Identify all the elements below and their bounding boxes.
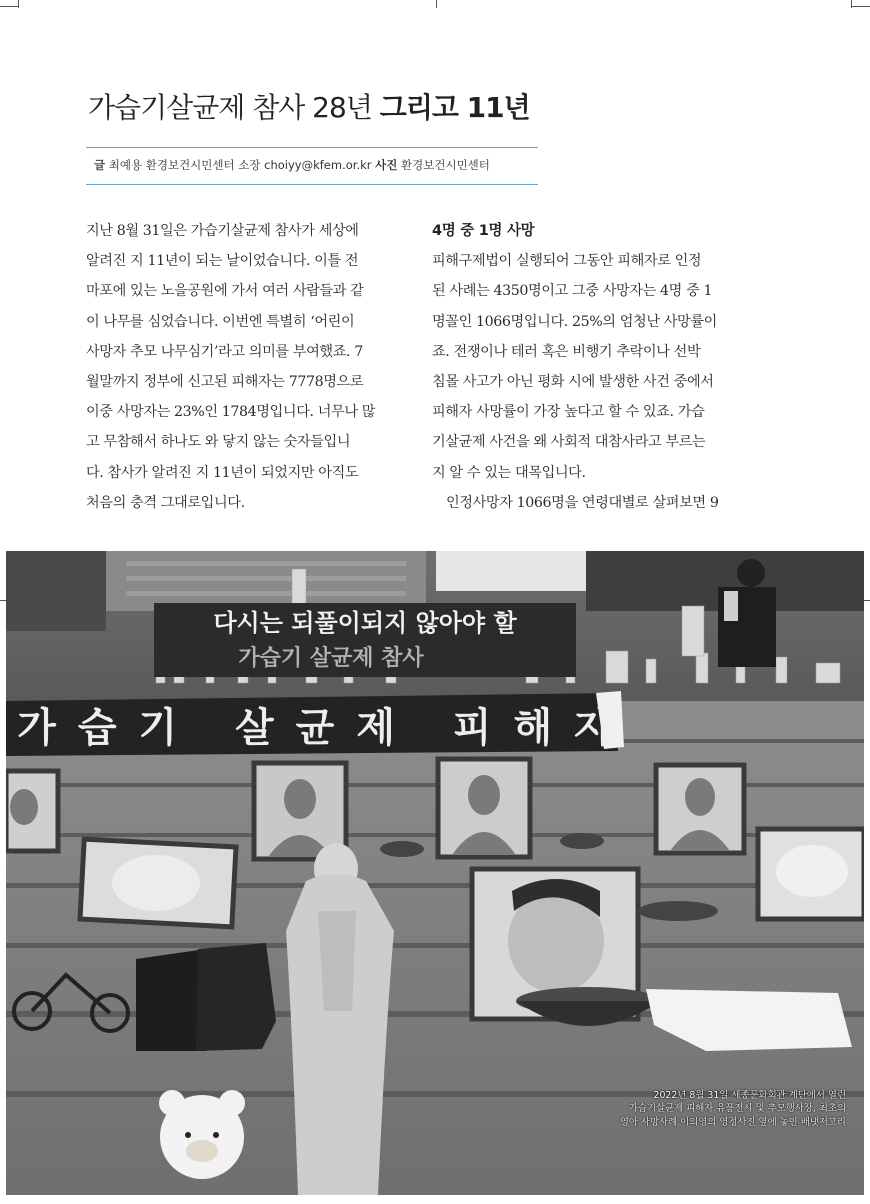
crop-mark-top-left-v <box>18 0 19 8</box>
body-line: 다. 참사가 알려진 지 11년이 되었지만 아직도 <box>86 464 359 481</box>
body-line: 지 알 수 있는 대목입니다. <box>432 464 586 481</box>
body-line: 알려진 지 11년이 되는 날이었습니다. 이틀 전 <box>86 253 359 270</box>
body-line: 월말까지 정부에 신고된 피해자는 7778명으로 <box>86 374 364 391</box>
crop-mark-right-mid <box>864 600 870 601</box>
crop-mark-top-right <box>852 6 870 7</box>
crop-mark-top-right-v <box>851 0 852 8</box>
banner-top-partial-text: 가습기 살균제 참사 <box>238 646 424 671</box>
byline-writer-label: 글 <box>94 158 106 172</box>
body-line: 된 사례는 4350명이고 그중 사망자는 4명 중 1 <box>432 283 713 300</box>
article-title <box>88 86 788 126</box>
body-line: 피해구제법이 실행되어 그동안 피해자로 인정 <box>432 253 702 270</box>
byline <box>94 157 694 173</box>
banner-top-text: 다시는 되풀이되지 않아야 할 <box>213 609 517 637</box>
article-title-emphasis: 그리고 11년 <box>379 91 530 124</box>
byline-photo-label: 사진 <box>375 158 398 172</box>
body-line: 침몰 사고가 아닌 평화 시에 발생한 사건 중에서 <box>432 374 714 391</box>
photo-caption-line: 영아 사망사례 이의영의 영정사진 옆에 놓인 배냇저고리 <box>619 1116 846 1128</box>
body-line: 죠. 전쟁이나 테러 혹은 비행기 추락이나 선박 <box>432 343 701 360</box>
body-column-left <box>86 216 410 518</box>
body-line: 기살균제 사건을 왜 사회적 대참사라고 부르는 <box>432 434 706 451</box>
body-line: 처음의 충격 그대로입니다. <box>86 494 245 511</box>
banner-bottom-text: 가습기 살균제 피해자 <box>17 705 635 751</box>
body-line: 이 나무를 심었습니다. 이번엔 특별히 ‘어린이 <box>86 313 355 330</box>
title-rule-top <box>86 147 538 148</box>
body-column-right <box>432 216 756 518</box>
body-line: 피해자 사망률이 가장 높다고 할 수 있죠. 가습 <box>432 404 705 421</box>
body-line: 고 무참해서 하나도 와 닿지 않는 숫자들입니 <box>86 434 351 451</box>
photo-caption-line: 2022년 8월 31일 세종문화회관 계단에서 열린 <box>653 1089 846 1101</box>
byline-writer: 최예용 환경보건시민센터 소장 choiyy@kfem.or.kr <box>108 158 372 172</box>
memorial-photo <box>6 551 864 1195</box>
article-title-main: 가습기살균제 참사 28년 <box>88 91 380 124</box>
body-line: 인정사망자 1066명을 연령대별로 살펴보면 9 <box>446 494 719 511</box>
body-line: 마포에 있는 노을공원에 가서 여러 사람들과 같 <box>86 283 364 300</box>
byline-photographer: 환경보건시민센터 <box>401 158 490 172</box>
section-heading: 4명 중 1명 사망 <box>432 223 535 239</box>
body-line: 이중 사망자는 23%인 1784명입니다. 너무나 많 <box>86 404 376 421</box>
crop-mark-top-left <box>0 6 18 7</box>
crop-mark-top-mid <box>436 0 437 8</box>
body-line: 사망자 추모 나무심기’라고 의미를 부여했죠. 7 <box>86 343 363 360</box>
body-line: 지난 8월 31일은 가습기살균제 참사가 세상에 <box>86 223 359 239</box>
photo-caption-line: 가습기살균제 피해자 유품전시 및 추모행사장, 최초의 <box>628 1103 846 1114</box>
body-line: 명꼴인 1066명입니다. 25%의 엄청난 사망률이 <box>432 313 717 330</box>
title-rule-bottom <box>86 184 538 185</box>
photo-caption <box>546 1089 846 1130</box>
